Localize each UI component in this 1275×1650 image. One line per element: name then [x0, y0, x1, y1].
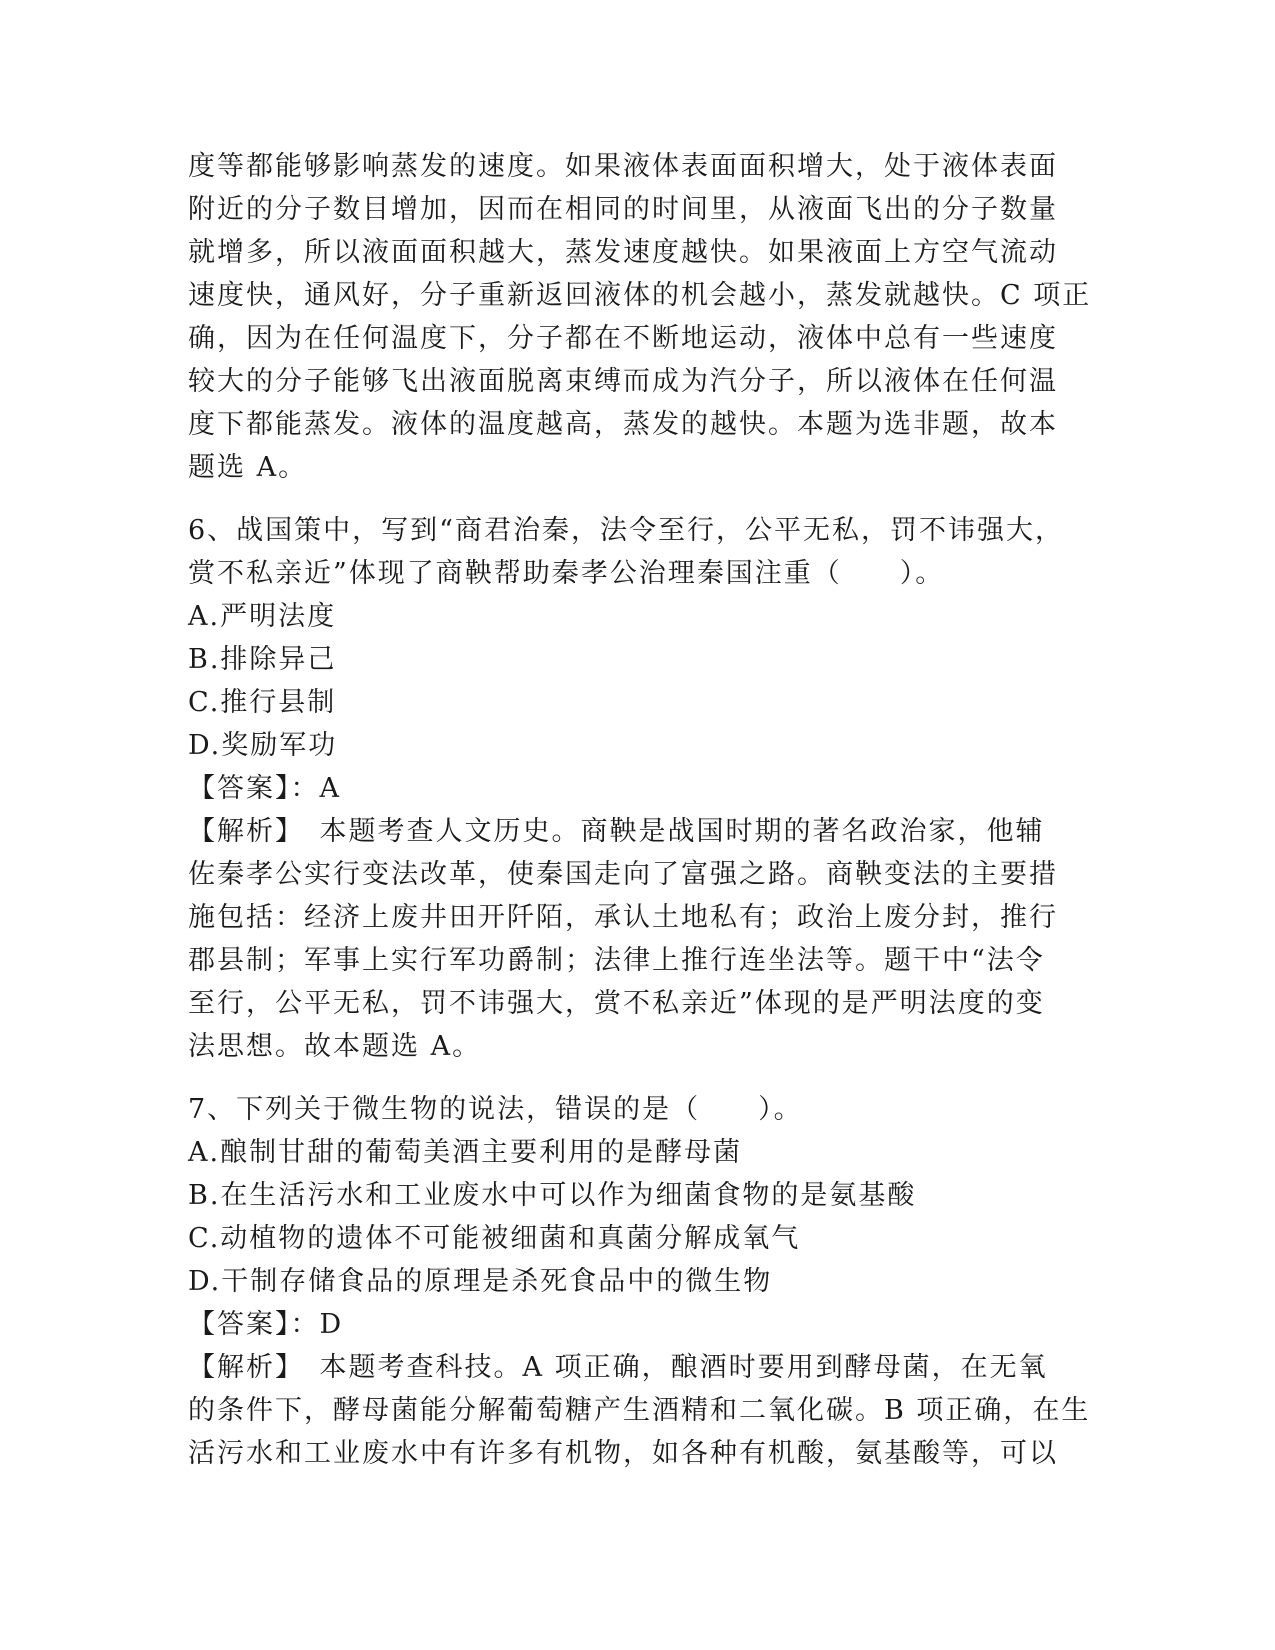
analysis-line: 施包括：经济上废井田开阡陌，承认土地私有；政治上废分封，推行	[188, 902, 1058, 933]
option-a: A.酿制甘甜的葡萄美酒主要利用的是酵母菌	[188, 1137, 743, 1168]
question-stem: 6、战国策中，写到“商君治秦，法令至行，公平无私，罚不讳强大，	[188, 515, 1064, 546]
text-line: 度等都能够影响蒸发的速度。如果液体表面面积增大，处于液体表面	[188, 151, 1058, 182]
option-c: C.动植物的遗体不可能被细菌和真菌分解成氧气	[188, 1223, 801, 1254]
previous-explanation	[188, 145, 1092, 489]
text-line: 速度快，通风好，分子重新返回液体的机会越小，蒸发就越快。C 项正	[188, 280, 1092, 311]
question-stem: 赏不私亲近”体现了商鞅帮助秦孝公治理秦国注重（ ）。	[188, 558, 945, 589]
text-line: 较大的分子能够飞出液面脱离束缚而成为汽分子，所以液体在任何温	[188, 366, 1058, 397]
option-b: B.排除异己	[188, 644, 337, 675]
text-line: 度下都能蒸发。液体的温度越高，蒸发的越快。本题为选非题，故本	[188, 409, 1058, 440]
text-line: 就增多，所以液面面积越大，蒸发速度越快。如果液面上方空气流动	[188, 237, 1058, 268]
option-b: B.在生活污水和工业废水中可以作为细菌食物的是氨基酸	[188, 1180, 917, 1211]
answer: 【答案】：D	[188, 1309, 344, 1340]
option-a: A.严明法度	[188, 601, 337, 632]
analysis-line: 活污水和工业废水中有许多有机物，如各种有机酸，氨基酸等，可以	[188, 1438, 1058, 1469]
option-d: D.奖励军功	[188, 730, 338, 761]
text-line: 确，因为在任何温度下，分子都在不断地运动，液体中总有一些速度	[188, 323, 1058, 354]
question-7	[188, 1088, 1091, 1475]
analysis-line: 至行，公平无私，罚不讳强大，赏不私亲近”体现的是严明法度的变	[188, 988, 1045, 1019]
analysis-line: 法思想。故本题选 A。	[188, 1031, 482, 1062]
question-6	[188, 509, 1088, 1068]
analysis-line: 的条件下，酵母菌能分解葡萄糖产生酒精和二氧化碳。B 项正确，在生	[188, 1395, 1091, 1426]
answer: 【答案】：A	[188, 773, 341, 804]
analysis-line: 【解析】 本题考查人文历史。商鞅是战国时期的著名政治家，他辅	[188, 816, 1045, 847]
option-d: D.干制存储食品的原理是杀死食品中的微生物	[188, 1266, 773, 1297]
question-stem: 7、下列关于微生物的说法，错误的是（ ）。	[188, 1094, 803, 1125]
text-line: 附近的分子数目增加，因而在相同的时间里，从液面飞出的分子数量	[188, 194, 1058, 225]
analysis-line: 佐秦孝公实行变法改革，使秦国走向了富强之路。商鞅变法的主要措	[188, 859, 1058, 890]
document-page	[188, 145, 1092, 1475]
option-c: C.推行县制	[188, 687, 337, 718]
analysis-line: 【解析】 本题考查科技。A 项正确，酿酒时要用到酵母菌，在无氧	[188, 1352, 1048, 1383]
text-line: 题选 A。	[188, 452, 308, 483]
analysis-line: 郡县制；军事上实行军功爵制；法律上推行连坐法等。题干中“法令	[188, 945, 1045, 976]
